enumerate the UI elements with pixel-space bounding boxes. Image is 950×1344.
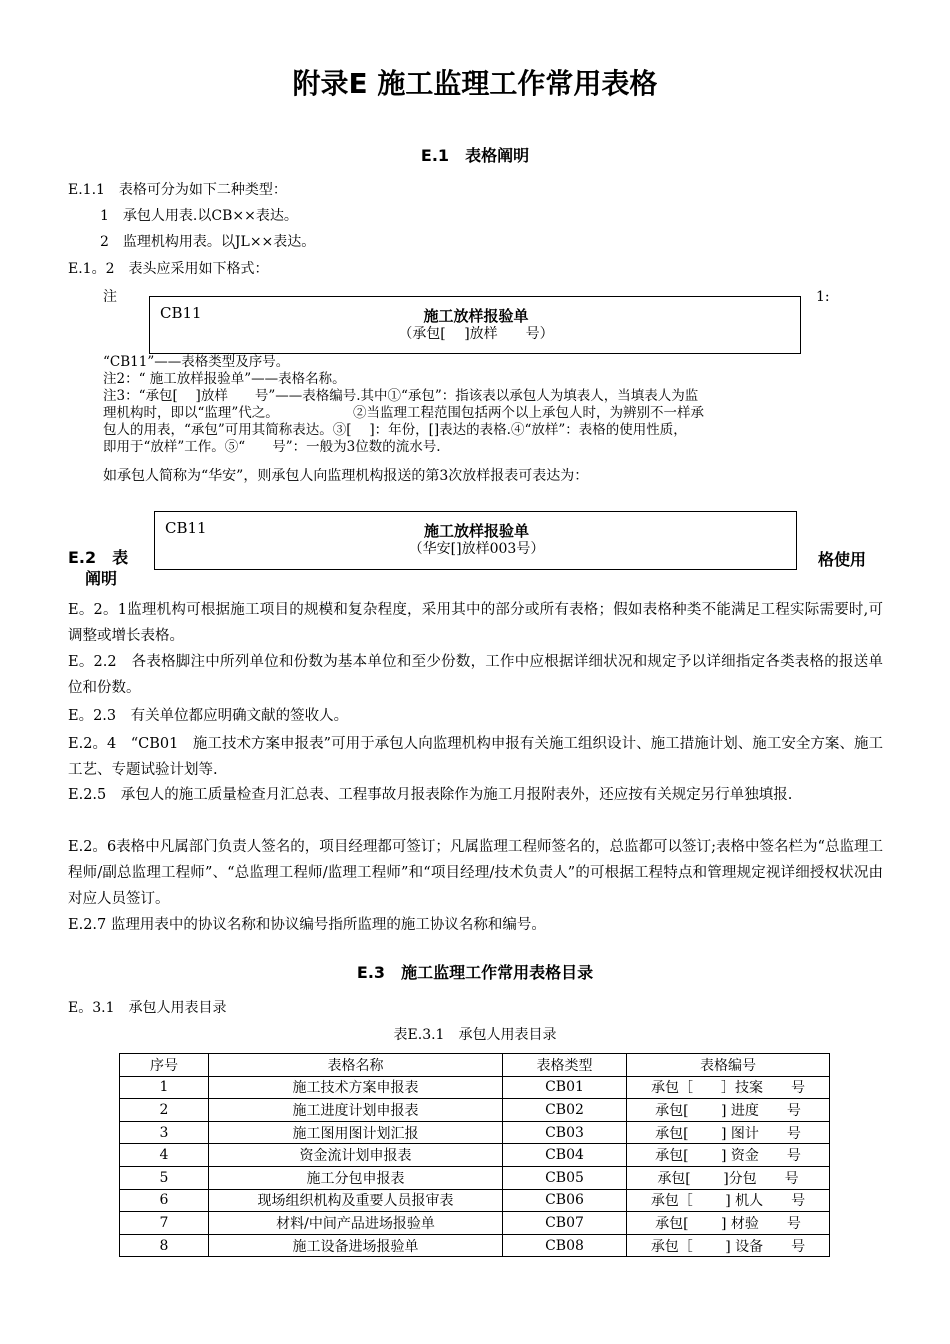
- table-cell: 承包[ ]分包 号: [627, 1166, 830, 1189]
- table-cell: 资金流计划申报表: [209, 1144, 503, 1167]
- text-e1-1-item2: 2 监理机构用表。以JL××表达。: [100, 234, 316, 250]
- table-cell: 2: [120, 1099, 209, 1122]
- example-form-number: （华安[]放样003号）: [408, 541, 545, 557]
- table-caption: 表E.3.1 承包人用表目录: [393, 1027, 557, 1043]
- example-form-code: CB11: [165, 519, 207, 537]
- section-heading-e2-left2: 阐明: [85, 569, 118, 588]
- table-cell: 4: [120, 1144, 209, 1167]
- column-header: 表格名称: [209, 1054, 503, 1077]
- example-format-box: [154, 511, 797, 570]
- table-cell: 承包［ ] 设备 号: [627, 1234, 830, 1257]
- table-cell: 施工技术方案申报表: [209, 1076, 503, 1099]
- table-cell: 材料/中间产品进场报验单: [209, 1212, 503, 1235]
- table-cell: 施工设备进场报验单: [209, 1234, 503, 1257]
- table-row: [120, 1099, 830, 1122]
- para-e2-5: E.2.5 承包人的施工质量检查月汇总表、工程事故月报表除作为施工月报附表外，还应按有关规定另行单独填报.: [68, 787, 793, 803]
- table-cell: 1: [120, 1076, 209, 1099]
- para-e2-7: E.2.7 监理用表中的协议名称和协议编号指所监理的施工协议名称和编号。: [68, 917, 546, 933]
- note-3-line4: 即用于“放样”工作。⑤“ 号”：一般为3位数的流水号.: [103, 439, 441, 455]
- table-cell: 承包[ ] 资金 号: [627, 1144, 830, 1167]
- box-form-code: CB11: [160, 304, 202, 322]
- table-cell: 7: [120, 1212, 209, 1235]
- table-cell: 承包[ ] 材验 号: [627, 1212, 830, 1235]
- para-e2-1: E。2。1监理机构可根据施工项目的规模和复杂程度，采用其中的部分或所有表格；假如表格种类不能满足工程实际需要时,可调整或增长表格。: [68, 602, 883, 644]
- example-text: 如承包人简称为“华安”，则承包人向监理机构报送的第3次放样报表可表达为：: [103, 468, 589, 484]
- text-e1-1-item1: 1 承包人用表.以CB××表达。: [100, 208, 298, 224]
- section-heading-e1: E.1 表格阐明: [420, 146, 530, 165]
- table-cell: 施工图用图计划汇报: [209, 1121, 503, 1144]
- table-cell: CB03: [503, 1121, 627, 1144]
- table-cell: 承包［ ] 机人 号: [627, 1189, 830, 1212]
- table-cell: 承包[ ] 图计 号: [627, 1121, 830, 1144]
- table-row: [120, 1212, 830, 1235]
- box-form-number: （承包[ ]放样 号）: [398, 326, 554, 342]
- table-cell: 现场组织机构及重要人员报审表: [209, 1189, 503, 1212]
- column-header: 表格编号: [627, 1054, 830, 1077]
- header-format-box: [149, 296, 801, 354]
- section-heading-e3: E.3 施工监理工作常用表格目录: [356, 963, 594, 982]
- table-cell: 6: [120, 1189, 209, 1212]
- table-cell: CB02: [503, 1099, 627, 1122]
- note-number: 1:: [816, 289, 830, 305]
- table-row: [120, 1189, 830, 1212]
- table-row: [120, 1076, 830, 1099]
- note-3-line1: 注3：“承包[ ]放样 号”——表格编号.其中①“承包”：指该表以承包人为填表人，当填表人为监: [103, 388, 699, 404]
- para-e2-4: E.2。4 “CB01 施工技术方案申报表”可用于承包人向监理机构申报有关施工组织设计、施工措施计划、施工安全方案、施工工艺、专题试验计划等.: [68, 736, 883, 778]
- para-e2-6: E.2。6表格中凡属部门负责人签名的，项目经理都可签订；凡属监理工程师签名的，总监都可以签订;表格中签名栏为“总监理工程师/副总监理工程师”、“总监理工程师/监理工程师”和“项目经理/技术负责人”的可根据工程特点和管理规定视详细授权状况由对应人员签订。: [68, 839, 883, 907]
- table-cell: 施工进度计划申报表: [209, 1099, 503, 1122]
- section-heading-e2-right: 格使用: [818, 550, 867, 569]
- note-1: “CB11”——表格类型及序号。: [103, 354, 290, 370]
- page-title: 附录E 施工监理工作常用表格: [292, 67, 658, 100]
- note-3-line2: 理机构时，即以“监理”代之。 ②当监理工程范围包括两个以上承包人时，为辨别不一样承: [103, 405, 705, 421]
- table-row: [120, 1234, 830, 1257]
- note-label: 注: [103, 289, 117, 305]
- column-header: 表格类型: [503, 1054, 627, 1077]
- table-cell: 5: [120, 1166, 209, 1189]
- text-e1-1: E.1.1 表格可分为如下二种类型：: [68, 182, 287, 198]
- table-cell: 施工分包申报表: [209, 1166, 503, 1189]
- table-cell: 3: [120, 1121, 209, 1144]
- table-cell: CB06: [503, 1189, 627, 1212]
- note-3-line3: 包人的用表，“承包”可用其简称表达。③[ ]：年份，[]表达的表格.④“放样”：表格的使用性质，: [103, 422, 687, 438]
- para-e2-2: E。2.2 各表格脚注中所列单位和份数为基本单位和至少份数，工作中应根据详细状况和规定予以详细指定各类表格的报送单位和份数。: [68, 654, 883, 696]
- table-row: [120, 1121, 830, 1144]
- column-header: 序号: [120, 1054, 209, 1077]
- table-cell: 承包［ ］技案 号: [627, 1076, 830, 1099]
- box-form-name: 施工放样报验单: [423, 307, 529, 325]
- table-cell: CB01: [503, 1076, 627, 1099]
- table-cell: 承包[ ] 进度 号: [627, 1099, 830, 1122]
- example-form-name: 施工放样报验单: [423, 522, 529, 540]
- table-cell: CB04: [503, 1144, 627, 1167]
- table-row: [120, 1166, 830, 1189]
- table-cell: CB07: [503, 1212, 627, 1235]
- text-e3-1: E。3.1 承包人用表目录: [68, 1000, 227, 1016]
- table-cell: CB08: [503, 1234, 627, 1257]
- note-2: 注2：“ 施工放样报验单”——表格名称。: [103, 371, 346, 387]
- para-e2-3: E。2.3 有关单位都应明确文献的签收人。: [68, 708, 349, 724]
- table-header-row: [120, 1054, 830, 1077]
- section-heading-e2-left: E.2 表: [68, 548, 129, 567]
- table-row: [120, 1144, 830, 1167]
- table-cell: CB05: [503, 1166, 627, 1189]
- table-cell: 8: [120, 1234, 209, 1257]
- contractor-forms-table: [119, 1053, 830, 1257]
- text-e1-2: E.1。2 表头应采用如下格式：: [68, 261, 269, 277]
